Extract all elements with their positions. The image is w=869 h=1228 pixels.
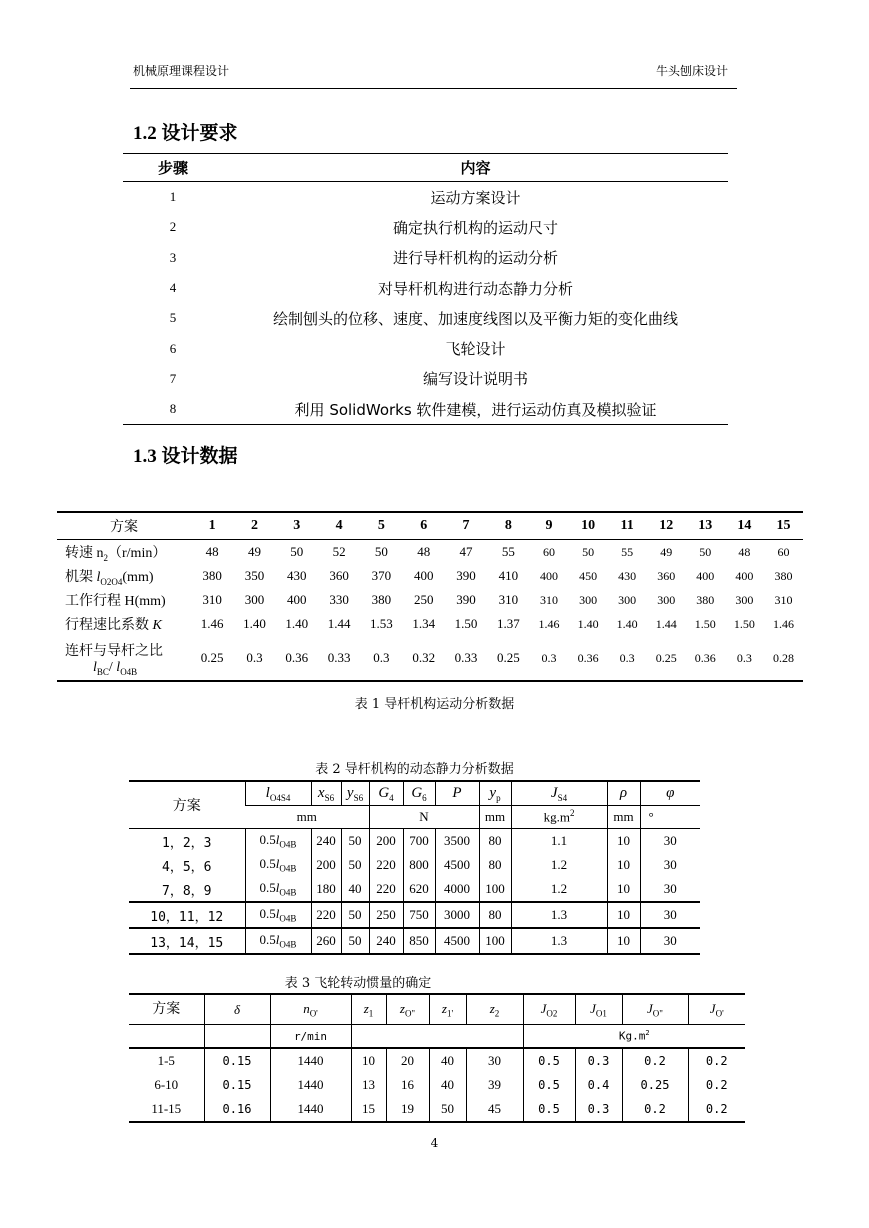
t2-col-rho: ρ	[607, 781, 640, 806]
t3-cell: 13	[351, 1073, 386, 1097]
table2-body	[129, 829, 700, 955]
t1-cell: 1.46	[200, 616, 224, 631]
t2-cell: 1，2，3	[162, 835, 212, 851]
t1-cell: 430	[618, 568, 637, 583]
t3-col-zo: $z_{O"}$	[386, 994, 429, 1025]
t3-row	[129, 1097, 745, 1122]
table3-header-row	[129, 994, 745, 1025]
req-step: 6	[169, 340, 177, 356]
t1-col-header: 7	[445, 512, 487, 540]
t3-cell: 0.2	[688, 1097, 745, 1122]
t3-cell: 10	[351, 1048, 386, 1073]
t1-cell: 350	[244, 568, 265, 583]
t1-col-header: 12	[647, 512, 686, 540]
t3-cell: 39	[466, 1073, 523, 1097]
t2-cell: 50	[341, 853, 369, 877]
t2-cell: 4，5，6	[162, 859, 212, 875]
req-row	[123, 394, 728, 425]
req-content: 确定执行机构的运动尺寸	[392, 218, 558, 237]
t1-cell: 1.34	[412, 616, 436, 631]
req-step: 8	[123, 394, 223, 425]
t2-cell: 30	[640, 853, 700, 877]
t2-cell: 240	[369, 928, 403, 954]
t2-unit-mm-rho: mm	[607, 806, 640, 829]
t3-cell: 0.15	[204, 1073, 270, 1097]
t1-row	[57, 588, 803, 612]
t2-cell: 30	[640, 902, 700, 928]
t2-cell: 7，8，9	[129, 877, 245, 902]
t1-cell: 310	[498, 592, 519, 607]
page-number: 4	[430, 1136, 439, 1150]
t3-cell: 0.4	[575, 1073, 622, 1097]
t1-col-header: 13	[686, 512, 725, 540]
t1-cell: 380	[371, 592, 392, 607]
t2-cell: 30	[640, 877, 700, 902]
t3-cell: 0.3	[575, 1097, 622, 1122]
t1-col-header: 5	[360, 512, 402, 540]
req-step: 1	[169, 189, 177, 205]
t1-cell: 0.36	[285, 650, 309, 665]
t3-col-jopp: $J_{O"}$	[622, 994, 688, 1025]
t1-cell: 0.3	[619, 650, 635, 665]
req-row	[123, 273, 728, 303]
t2-cell: 220	[369, 877, 403, 902]
table1-header-row	[57, 512, 803, 540]
req-row	[123, 182, 728, 213]
t2-cell: 3000	[435, 902, 479, 928]
t2-cell: 1.3	[511, 928, 607, 954]
t1-cell: 1.44	[655, 616, 677, 631]
req-header-step: 步骤	[123, 154, 223, 182]
t2-cell: 620	[403, 877, 435, 902]
t2-cell: 220	[369, 853, 403, 877]
req-row	[123, 212, 728, 242]
table3-caption: 表 3 飞轮转动惯量的确定	[284, 976, 432, 991]
t2-cell: 10	[607, 902, 640, 928]
t2-cell: 50	[341, 928, 369, 954]
t3-cell: 30	[466, 1048, 523, 1073]
t1-cell: 400	[413, 568, 434, 583]
t1-cell: 330	[329, 592, 349, 607]
t3-cell: 45	[466, 1097, 523, 1122]
t1-cell: 0.25	[655, 650, 677, 665]
t1-cell: 0.36	[694, 650, 716, 665]
t3-cell: 15	[351, 1097, 386, 1122]
t2-col-p: P	[435, 781, 479, 806]
table1-caption: 表 1 导杆机构运动分析数据	[354, 697, 515, 712]
t2-cell: 850	[403, 928, 435, 954]
t2-row	[129, 902, 700, 928]
section-title-1-2: 1.2 设计要求	[133, 123, 238, 144]
req-step: 7	[169, 370, 177, 386]
req-content: 编写设计说明书	[422, 370, 528, 389]
t1-cell: 370	[371, 568, 392, 583]
t2-cell: 10	[607, 853, 640, 877]
t1-cell: 52	[332, 544, 346, 559]
t1-col-header: 1	[191, 512, 233, 540]
t2-unit-kgm2: $kg.m^2$	[511, 806, 607, 829]
t1-cell: 50	[290, 544, 304, 559]
t2-col-xs6: $x_{S6}$	[311, 781, 341, 806]
t2-cell: 10	[607, 829, 640, 854]
req-content: 利用 SolidWorks 软件建模，进行运动仿真及模拟验证	[223, 394, 728, 425]
t3-col-no: $n_{O'}$	[270, 994, 351, 1025]
t2-cell: 750	[403, 902, 435, 928]
t1-cell: 48	[205, 544, 219, 559]
t3-cell: 1440	[270, 1097, 351, 1122]
req-content: 运动方案设计	[430, 188, 521, 207]
t3-cell: 1440	[270, 1073, 351, 1097]
t1-row-label: 机架 $l_{O2O4}(mm)$	[65, 569, 154, 587]
t2-row	[129, 928, 700, 954]
t3-cell: 20	[386, 1048, 429, 1073]
t3-cell: 1-5	[157, 1053, 175, 1068]
header-rule	[130, 88, 737, 89]
t2-cell: 700	[403, 829, 435, 854]
t3-col-jop: $J_{O'}$	[688, 994, 745, 1025]
t2-cell: 800	[403, 853, 435, 877]
t2-cell: 30	[640, 829, 700, 854]
req-row	[123, 303, 728, 333]
t1-row-label: 行程速比系数 K	[65, 618, 162, 633]
t2-cell: 10	[607, 928, 640, 954]
t1-cell: 0.33	[454, 650, 478, 665]
req-row	[123, 243, 728, 273]
t1-cell: 300	[244, 592, 265, 607]
t3-unit-kgm2: $Kg.m^2$	[523, 1025, 745, 1049]
t3-cell: 1440	[270, 1048, 351, 1073]
t3-col-z2: $z_2$	[466, 994, 523, 1025]
t1-col-header: 11	[608, 512, 647, 540]
t3-unit-empty-z	[351, 1025, 523, 1049]
t1-cell: 250	[413, 592, 434, 607]
t2-cell: 180	[311, 877, 341, 902]
t2-cell: 4500	[435, 928, 479, 954]
req-content: 进行导杆机构的运动分析	[392, 249, 558, 268]
t2-cell: 30	[640, 928, 700, 954]
t1-cell: 380	[696, 592, 715, 607]
t2-col-js4: $J_{S4}$	[511, 781, 607, 806]
t3-cell: 0.5	[523, 1073, 575, 1097]
t1-col-header: 4	[318, 512, 360, 540]
t2-cell: 80	[479, 902, 511, 928]
table1-header-label: 方案	[57, 512, 191, 540]
req-content: 绘制刨头的位移、速度、加速度线图以及平衡力矩的变化曲线	[272, 309, 678, 328]
t3-row	[129, 1073, 745, 1097]
t1-cell: 1.40	[243, 616, 266, 631]
t1-cell: 400	[287, 592, 307, 607]
t3-cell: 19	[386, 1097, 429, 1122]
t3-cell: 40	[429, 1048, 466, 1073]
t2-col-ys6: $y_{S6}$	[341, 781, 369, 806]
t1-cell: 400	[540, 568, 559, 583]
header-left: 机械原理课程设计	[133, 64, 230, 78]
t1-col-header: 15	[764, 512, 803, 540]
t1-col-header: 2	[233, 512, 275, 540]
t3-col-delta: δ	[204, 994, 270, 1025]
t1-cell: 50	[699, 544, 712, 559]
t2-unit-mm: mm	[245, 806, 369, 829]
t1-cell: 310	[540, 592, 559, 607]
t1-cell: 0.3	[541, 650, 557, 665]
req-step: 5	[169, 310, 177, 326]
t1-cell: 300	[579, 592, 598, 607]
req-step: 2	[169, 219, 177, 235]
t1-cell: 430	[287, 568, 307, 583]
t2-unit-mm-yp: mm	[479, 806, 511, 829]
req-content: 飞轮设计	[445, 340, 506, 359]
t2-cell: 10，11，12	[129, 902, 245, 928]
t1-cell: 1.50	[694, 616, 716, 631]
table3-unit-row	[129, 1025, 745, 1049]
t3-cell: 0.25	[622, 1073, 688, 1097]
t1-cell: 0.3	[736, 650, 752, 665]
t3-cell: 11-15	[129, 1097, 204, 1122]
t1-cell: 48	[738, 544, 751, 559]
t1-cell: 310	[774, 592, 793, 607]
req-row	[123, 364, 728, 394]
t1-cell: 380	[202, 568, 222, 583]
t1-cell: 55	[621, 544, 634, 559]
t3-col-z1: $z_1$	[351, 994, 386, 1025]
t1-row	[57, 636, 803, 681]
t2-cell: $0.5l_{O4B}$	[245, 902, 311, 928]
t2-row	[129, 877, 700, 902]
t2-cell: 250	[369, 902, 403, 928]
t1-cell: 400	[696, 568, 715, 583]
t1-cell: 50	[374, 544, 388, 559]
t1-cell: 1.40	[577, 616, 599, 631]
t2-cell: 100	[479, 928, 511, 954]
flywheel-table	[129, 993, 745, 1123]
t2-cell: 1.2	[511, 877, 607, 902]
table2-header-label: 方案	[129, 781, 245, 829]
t1-cell: 380	[774, 568, 793, 583]
t2-cell: 4000	[435, 877, 479, 902]
t3-row	[129, 1048, 745, 1073]
t1-cell: 300	[735, 592, 754, 607]
req-step: 3	[169, 249, 177, 265]
t1-col-header: 3	[276, 512, 318, 540]
t1-row	[57, 564, 803, 588]
t2-cell: 13，14，15	[129, 928, 245, 954]
table2-caption: 表 2 导杆机构的动态静力分析数据	[315, 762, 514, 777]
t1-col-header: 8	[487, 512, 529, 540]
t1-cell: 0.28	[772, 650, 794, 665]
t1-cell: 1.53	[370, 616, 393, 631]
t2-cell: 10	[607, 877, 640, 902]
t2-cell: 50	[341, 829, 369, 854]
t1-cell: 55	[501, 544, 515, 559]
t3-unit-empty	[129, 1025, 204, 1049]
t2-cell: 80	[479, 853, 511, 877]
t1-cell: 300	[657, 592, 676, 607]
t2-cell: 260	[311, 928, 341, 954]
t3-cell: 0.16	[204, 1097, 270, 1122]
t1-col-header: 9	[530, 512, 569, 540]
t2-col-g4: $G_4$	[369, 781, 403, 806]
t2-cell: 220	[311, 902, 341, 928]
t2-cell: 100	[479, 877, 511, 902]
t3-cell: 0.5	[523, 1097, 575, 1122]
t1-cell: 49	[247, 544, 261, 559]
t2-row	[129, 853, 700, 877]
t2-cell: 1.2	[511, 853, 607, 877]
t1-row-label: 工作行程 H(mm)	[65, 594, 166, 609]
req-step: 4	[169, 280, 177, 296]
header-right: 牛头刨床设计	[655, 64, 728, 78]
t2-row	[129, 829, 700, 854]
t1-cell: 410	[498, 568, 519, 583]
t1-cell: 0.32	[412, 650, 436, 665]
t2-cell: 40	[341, 877, 369, 902]
t3-col-z1p: $z_{1'}$	[429, 994, 466, 1025]
t1-cell: 360	[657, 568, 676, 583]
t2-cell: 1.3	[511, 902, 607, 928]
t1-row-label: 连杆与导杆之比 $l_{BC}/$ $l_{O4B}$	[65, 643, 163, 677]
t1-cell: 1.50	[733, 616, 755, 631]
t3-cell: 0.3	[575, 1048, 622, 1073]
t2-col-phi: φ	[640, 781, 700, 806]
t1-cell: 47	[459, 544, 473, 559]
t1-col-header: 10	[569, 512, 608, 540]
t2-cell: $0.5l_{O4B}$	[245, 928, 311, 954]
t1-cell: 1.40	[616, 616, 638, 631]
t1-cell: 390	[456, 592, 476, 607]
t1-cell: 390	[456, 568, 476, 583]
t2-unit-n: N	[369, 806, 479, 829]
t1-cell: 310	[202, 592, 222, 607]
table3-body	[129, 1048, 745, 1122]
t3-cell: 50	[429, 1097, 466, 1122]
t3-cell: 40	[429, 1073, 466, 1097]
t1-cell: 49	[660, 544, 673, 559]
t2-col-yp: $y_p$	[479, 781, 511, 806]
table1-body	[57, 540, 803, 682]
table2-header-row	[129, 781, 700, 806]
t1-cell: 1.37	[496, 616, 520, 631]
t1-cell: 0.25	[496, 650, 520, 665]
t1-cell: 1.46	[772, 616, 794, 631]
t2-col-lo4s4: $l_{O4S4}$	[245, 781, 311, 806]
t1-cell: 0.36	[577, 650, 599, 665]
t1-cell: 1.44	[327, 616, 351, 631]
t3-cell: 16	[386, 1073, 429, 1097]
t1-cell: 60	[543, 544, 556, 559]
t1-cell: 48	[417, 544, 431, 559]
t3-col-jo1: $J_{O1}$	[575, 994, 622, 1025]
t3-cell: 0.5	[523, 1048, 575, 1073]
t1-cell: 1.46	[538, 616, 560, 631]
t3-unit-rpm: r/min	[270, 1025, 351, 1049]
req-row	[123, 333, 728, 363]
t3-cell: 0.2	[688, 1073, 745, 1097]
t3-cell: 0.2	[688, 1048, 745, 1073]
t1-cell: 0.3	[373, 650, 390, 665]
section-title-1-3: 1.3 设计数据	[133, 446, 238, 467]
t2-cell: 1.1	[511, 829, 607, 854]
table3-header-label: 方案	[129, 994, 204, 1025]
t1-col-header: 14	[725, 512, 764, 540]
t1-cell: 1.50	[454, 616, 478, 631]
t2-cell: 240	[311, 829, 341, 854]
t1-cell: 0.25	[200, 650, 224, 665]
t2-cell: 50	[341, 902, 369, 928]
t1-row	[57, 612, 803, 636]
t2-cell: 3500	[435, 829, 479, 854]
motion-analysis-table	[57, 511, 803, 682]
requirements-table	[123, 153, 728, 425]
t3-cell: 6-10	[154, 1077, 179, 1092]
t3-col-jo2: $J_{O2}$	[523, 994, 575, 1025]
t2-cell: 80	[479, 829, 511, 854]
t1-cell: 60	[777, 544, 790, 559]
t2-unit-deg: °	[640, 806, 700, 829]
t2-cell: $0.5l_{O4B}$	[245, 877, 311, 902]
req-content: 对导杆机构进行动态静力分析	[377, 279, 573, 298]
t3-unit-empty-delta	[204, 1025, 270, 1049]
t1-cell: 450	[579, 568, 598, 583]
t1-cell: 0.33	[327, 650, 351, 665]
t2-cell: 4500	[435, 853, 479, 877]
t2-cell: $0.5l_{O4B}$	[245, 829, 311, 854]
t1-cell: 1.40	[285, 616, 309, 631]
t3-cell: 0.15	[204, 1048, 270, 1073]
dynamic-static-table	[129, 780, 700, 955]
t2-cell: 200	[369, 829, 403, 854]
t1-cell: 400	[735, 568, 754, 583]
req-header-content: 内容	[223, 154, 728, 182]
t2-col-g6: $G_6$	[403, 781, 435, 806]
t1-cell: 300	[618, 592, 637, 607]
t1-row-label: 转速 $n_2(r/\min)$	[65, 545, 167, 563]
t3-cell: 0.2	[622, 1048, 688, 1073]
t2-cell: 200	[311, 853, 341, 877]
t1-cell: 50	[582, 544, 595, 559]
t1-cell: 0.3	[246, 650, 263, 665]
t1-cell: 360	[329, 568, 349, 583]
t3-cell: 0.2	[622, 1097, 688, 1122]
t2-cell: $0.5l_{O4B}$	[245, 853, 311, 877]
t1-row	[57, 540, 803, 565]
requirements-body	[123, 182, 728, 425]
t1-col-header: 6	[403, 512, 445, 540]
